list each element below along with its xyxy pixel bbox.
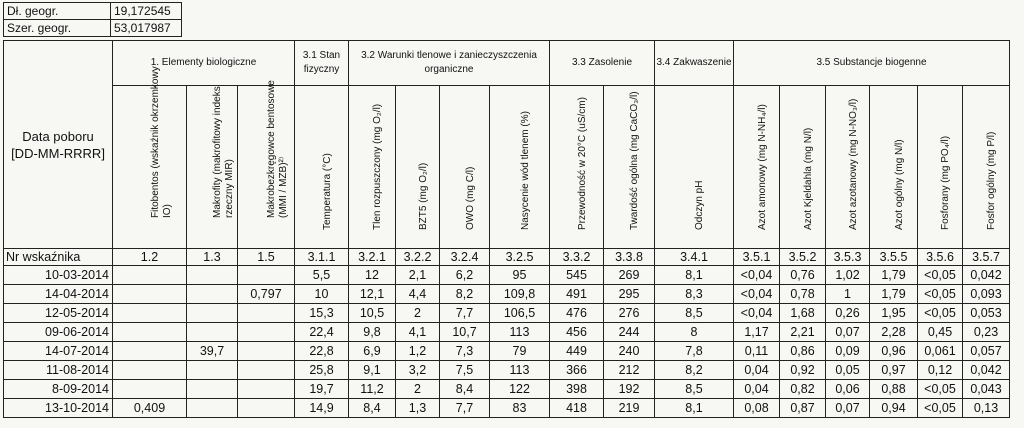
value-cell: 0,82 [780, 380, 826, 399]
value-cell: 276 [604, 304, 655, 323]
indicator-code: 3.2.2 [396, 249, 440, 266]
indicator-code: 3.3.8 [604, 249, 655, 266]
value-cell [238, 304, 295, 323]
value-cell: 219 [604, 399, 655, 418]
value-cell: 0,26 [826, 304, 870, 323]
longitude-value: 19,172545 [111, 3, 182, 20]
value-cell: 8,2 [440, 285, 490, 304]
value-cell: 0,042 [963, 361, 1010, 380]
value-cell: 0,053 [963, 304, 1010, 323]
sample-date: 12-05-2014 [4, 304, 113, 323]
value-cell: 1,79 [870, 285, 918, 304]
longitude-label: Dł. geogr. [4, 3, 111, 20]
value-cell: <0,05 [918, 380, 963, 399]
indicator-code: 3.3.2 [550, 249, 604, 266]
value-cell: 1,68 [780, 304, 826, 323]
value-cell: 491 [550, 285, 604, 304]
value-cell: 244 [604, 323, 655, 342]
date-header [4, 41, 113, 249]
col-header: Azot amonowy (mg N-NH₄/l) [734, 86, 780, 249]
value-cell: 2,1 [396, 266, 440, 285]
table-row [4, 323, 1010, 342]
value-cell: 2,28 [870, 323, 918, 342]
indicator-code: 1.3 [187, 249, 238, 266]
value-cell [238, 380, 295, 399]
indicator-code: 3.5.5 [870, 249, 918, 266]
value-cell: 12 [349, 266, 396, 285]
value-cell: 0,88 [870, 380, 918, 399]
value-cell: 0,45 [918, 323, 963, 342]
value-cell: 10,7 [440, 323, 490, 342]
value-cell: 6,2 [440, 266, 490, 285]
col-header: Temperatura (°C) [295, 86, 349, 249]
value-cell: <0,05 [918, 285, 963, 304]
sample-date: 13-10-2014 [4, 399, 113, 418]
indicator-code: 3.5.2 [780, 249, 826, 266]
value-cell: 0,92 [780, 361, 826, 380]
date-header-title: Data poboru [22, 128, 94, 144]
value-cell: 106,5 [490, 304, 550, 323]
col-header: Tlen rozpuszczony (mg O₂/l) [349, 86, 396, 249]
value-cell: 366 [550, 361, 604, 380]
value-cell: 7,8 [655, 342, 734, 361]
value-cell: 192 [604, 380, 655, 399]
value-cell: 25,8 [295, 361, 349, 380]
table-row [4, 266, 1010, 285]
indicator-code: 3.2.4 [440, 249, 490, 266]
value-cell: 19,7 [295, 380, 349, 399]
value-cell: <0,04 [734, 285, 780, 304]
value-cell [187, 304, 238, 323]
group-acidification: 3.4 Zakwaszenie [655, 41, 734, 86]
group-biological: 1. Elementy biologiczne [113, 41, 295, 86]
value-cell: 0,76 [780, 266, 826, 285]
value-cell: 1,95 [870, 304, 918, 323]
value-cell: 8,1 [655, 266, 734, 285]
value-cell: 9,8 [349, 323, 396, 342]
col-header: Twardość ogólna (mg CaCO₃/l) [604, 86, 655, 249]
sample-date: 10-03-2014 [4, 266, 113, 285]
value-cell: 1,02 [826, 266, 870, 285]
value-cell [113, 323, 187, 342]
value-cell: 113 [490, 361, 550, 380]
latitude-value: 53,017987 [111, 20, 182, 37]
value-cell [238, 323, 295, 342]
value-cell: 456 [550, 323, 604, 342]
value-cell: 8,3 [655, 285, 734, 304]
value-cell: 8,2 [655, 361, 734, 380]
table-row [4, 380, 1010, 399]
value-cell: <0,04 [734, 304, 780, 323]
value-cell: 11,2 [349, 380, 396, 399]
col-header: Azot Kjeldahla (mg N/l) [780, 86, 826, 249]
value-cell: 240 [604, 342, 655, 361]
col-header: Makrofity (makrofitowy indeks rzeczny MIR) [187, 86, 238, 249]
value-cell: 0,78 [780, 285, 826, 304]
value-cell: 0,09 [826, 342, 870, 361]
value-cell: 5,5 [295, 266, 349, 285]
value-cell: 2 [396, 380, 440, 399]
value-cell: 212 [604, 361, 655, 380]
table-row [4, 304, 1010, 323]
value-cell [113, 380, 187, 399]
value-cell: 8,5 [655, 380, 734, 399]
value-cell: 14,9 [295, 399, 349, 418]
date-header-format: [DD-MM-RRRR] [11, 145, 105, 161]
value-cell [113, 266, 187, 285]
value-cell: 0,86 [780, 342, 826, 361]
value-cell: 8,1 [655, 399, 734, 418]
value-cell: 0,04 [734, 361, 780, 380]
col-header: Fitobentos (wskaźnik okrzemkowy IO) [113, 86, 187, 249]
value-cell: 7,5 [440, 361, 490, 380]
value-cell: 0,05 [826, 361, 870, 380]
value-cell: 1,3 [396, 399, 440, 418]
value-cell: 9,1 [349, 361, 396, 380]
value-cell: 0,093 [963, 285, 1010, 304]
value-cell: 0,96 [870, 342, 918, 361]
value-cell: 7,7 [440, 399, 490, 418]
group-salinity: 3.3 Zasolenie [550, 41, 655, 86]
measurements-table [3, 40, 1010, 418]
value-cell [238, 361, 295, 380]
value-cell: 545 [550, 266, 604, 285]
value-cell: 15,3 [295, 304, 349, 323]
value-cell: 0,04 [734, 380, 780, 399]
indicator-code: 3.2.5 [490, 249, 550, 266]
value-cell: 8 [655, 323, 734, 342]
indicator-label: Nr wskaźnika [4, 249, 113, 266]
col-header: BZT5 (mg O₂/l) [396, 86, 440, 249]
value-cell: 6,9 [349, 342, 396, 361]
value-cell: <0,05 [918, 399, 963, 418]
value-cell: 0,97 [870, 361, 918, 380]
value-cell: 0,08 [734, 399, 780, 418]
value-cell: 0,12 [918, 361, 963, 380]
value-cell: 269 [604, 266, 655, 285]
group-nutrients: 3.5 Substancje biogenne [734, 41, 1010, 86]
indicator-code: 3.5.6 [918, 249, 963, 266]
col-header: Azot ogólny (mg N/l) [870, 86, 918, 249]
value-cell: 0,13 [963, 399, 1010, 418]
value-cell: 0,06 [826, 380, 870, 399]
value-cell: 0,057 [963, 342, 1010, 361]
value-cell [187, 399, 238, 418]
value-cell: 295 [604, 285, 655, 304]
value-cell: 2 [396, 304, 440, 323]
value-cell: 95 [490, 266, 550, 285]
sample-date: 14-07-2014 [4, 342, 113, 361]
value-cell: 449 [550, 342, 604, 361]
value-cell: 1,17 [734, 323, 780, 342]
table-row [4, 342, 1010, 361]
value-cell: 122 [490, 380, 550, 399]
value-cell [187, 380, 238, 399]
value-cell: <0,05 [918, 304, 963, 323]
value-cell: 1,2 [396, 342, 440, 361]
value-cell: 0,94 [870, 399, 918, 418]
value-cell: 0,23 [963, 323, 1010, 342]
value-cell [187, 361, 238, 380]
value-cell: 0,061 [918, 342, 963, 361]
value-cell: 0,07 [826, 323, 870, 342]
indicator-code: 3.4.1 [655, 249, 734, 266]
value-cell [113, 304, 187, 323]
value-cell: 0,042 [963, 266, 1010, 285]
value-cell: 7,3 [440, 342, 490, 361]
value-cell: 398 [550, 380, 604, 399]
indicator-row [4, 249, 1010, 266]
value-cell [113, 285, 187, 304]
value-cell [187, 323, 238, 342]
value-cell: 83 [490, 399, 550, 418]
value-cell: 79 [490, 342, 550, 361]
col-header: Nasycenie wód tlenem (%) [490, 86, 550, 249]
value-cell: <0,05 [918, 266, 963, 285]
value-cell: 1 [826, 285, 870, 304]
value-cell: 10 [295, 285, 349, 304]
value-cell: 113 [490, 323, 550, 342]
sample-date: 8-09-2014 [4, 380, 113, 399]
indicator-code: 1.5 [238, 249, 295, 266]
value-cell [113, 342, 187, 361]
value-cell [238, 342, 295, 361]
value-cell: 1,79 [870, 266, 918, 285]
col-header: Przewodność w 20°C (uS/cm) [550, 86, 604, 249]
value-cell: 476 [550, 304, 604, 323]
value-cell: 3,2 [396, 361, 440, 380]
latitude-label: Szer. geogr. [4, 20, 111, 37]
indicator-code: 1.2 [113, 249, 187, 266]
value-cell [187, 266, 238, 285]
indicator-code: 3.5.7 [963, 249, 1010, 266]
value-cell: 4,4 [396, 285, 440, 304]
value-cell: 12,1 [349, 285, 396, 304]
value-cell [187, 285, 238, 304]
value-cell [113, 361, 187, 380]
value-cell: <0,04 [734, 266, 780, 285]
indicator-code: 3.1.1 [295, 249, 349, 266]
value-cell: 0,87 [780, 399, 826, 418]
value-cell: 0,11 [734, 342, 780, 361]
value-cell: 22,8 [295, 342, 349, 361]
value-cell: 22,4 [295, 323, 349, 342]
col-header: OWO (mg C/l) [440, 86, 490, 249]
value-cell: 0,797 [238, 285, 295, 304]
value-cell: 4,1 [396, 323, 440, 342]
group-oxygen-organic: 3.2 Warunki tlenowe i zanieczyszczenia organiczne [349, 41, 550, 86]
sample-date: 14-04-2014 [4, 285, 113, 304]
value-cell: 8,4 [349, 399, 396, 418]
value-cell: 39,7 [187, 342, 238, 361]
value-cell: 0,409 [113, 399, 187, 418]
value-cell: 109,8 [490, 285, 550, 304]
group-physical-state: 3.1 Stan fizyczny [295, 41, 349, 86]
indicator-code: 3.2.1 [349, 249, 396, 266]
table-row [4, 399, 1010, 418]
table-row [4, 285, 1010, 304]
indicator-code: 3.5.1 [734, 249, 780, 266]
coordinates-table [3, 2, 182, 37]
value-cell: 0,043 [963, 380, 1010, 399]
table-row [4, 361, 1010, 380]
col-header: Makrobezkręgowce bentosowe (MMI / MZB)²⁾ [238, 86, 295, 249]
col-header: Fosfor ogólny (mg P/l) [963, 86, 1010, 249]
value-cell: 8,5 [655, 304, 734, 323]
indicator-code: 3.5.3 [826, 249, 870, 266]
col-header: Azot azotanowy (mg N-NO₃/l) [826, 86, 870, 249]
value-cell [238, 399, 295, 418]
value-cell [238, 266, 295, 285]
value-cell: 418 [550, 399, 604, 418]
sample-date: 09-06-2014 [4, 323, 113, 342]
value-cell: 2,21 [780, 323, 826, 342]
col-header: Fosforany (mg PO₄/l) [918, 86, 963, 249]
col-header: Odczyn pH [655, 86, 734, 249]
value-cell: 8,4 [440, 380, 490, 399]
value-cell: 10,5 [349, 304, 396, 323]
value-cell: 7,7 [440, 304, 490, 323]
value-cell: 0,07 [826, 399, 870, 418]
sample-date: 11-08-2014 [4, 361, 113, 380]
